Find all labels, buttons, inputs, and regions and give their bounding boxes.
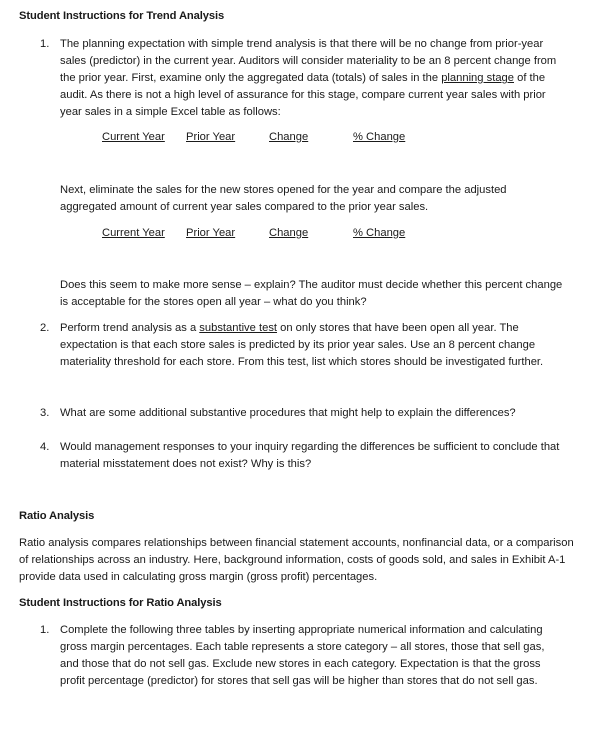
ratio-instructions-heading: Student Instructions for Ratio Analysis (19, 597, 222, 609)
col-prior-year: Prior Year (186, 227, 236, 239)
col-prior-year: Prior Year (186, 131, 236, 143)
col-change: Change (269, 227, 309, 239)
trend-next-paragraph: Next, eliminate the sales for the new stores opened for the year and compare the adjusted aggregated amount of current year sales compared to the prior year sales. (60, 184, 507, 213)
item-number: 2. (40, 322, 50, 334)
ratio-item-1-text: Complete the following three tables by inserting appropriate numerical information and calculating gross margin percentages. Each table represents a store category – all stores, those that sell gas, and those that do not sell gas. Exclude new stores in each category. Expectation is that the gross profit percentage (predictor) for stores that sell gas will be higher than stores that do not sell gas. (60, 624, 545, 687)
col-current-year: Current Year (102, 227, 165, 239)
trend-item-3-text: What are some additional substantive procedures that might help to explain the differences? (60, 407, 516, 419)
item-text: Perform trend analysis as a (60, 322, 200, 334)
trend-table-header-row-1 (102, 129, 522, 146)
item-text: on only stores that have been open all year. The expectation is that each store sales is predicted by its prior year sales. Use an 8 percent change materiality threshold for each store. From this test, list which stores should be investigated further. (60, 322, 544, 368)
trend-item-4-text: Would management responses to your inquiry regarding the differences be sufficient to conclude that material misstatement does not exist? Why is this? (60, 441, 560, 470)
item-number: 4. (40, 441, 50, 453)
col-change: Change (269, 131, 309, 143)
trend-item-2-text (60, 320, 565, 371)
col-percent-change: % Change (353, 131, 406, 143)
col-percent-change: % Change (353, 227, 406, 239)
substantive-test-link[interactable]: substantive test (199, 322, 278, 334)
item-text: The planning expectation with simple trend analysis is that there will be no change from prior-year sales (predictor) in the current year. Auditors will consider materiality to be an 8 percent change from the prior year. First, examine only the aggregated data (totals) of sales in the (60, 38, 557, 84)
planning-stage-link[interactable]: planning stage (441, 72, 514, 84)
col-current-year: Current Year (102, 131, 165, 143)
item-number: 1. (40, 38, 50, 50)
ratio-intro-paragraph: Ratio analysis compares relationships between financial statement accounts, nonfinancial data, or a comparison of relationships across an industry. Here, background information, costs of goods sold, and sales in Exhibit A-1 provide data used in calculating gross margin (gross profit) percentages. (19, 537, 574, 583)
item-number: 1. (40, 624, 50, 636)
ratio-analysis-heading: Ratio Analysis (19, 510, 95, 522)
trend-item-1-text (60, 36, 565, 121)
trend-analysis-heading: Student Instructions for Trend Analysis (19, 10, 225, 22)
trend-table-header-row-2 (102, 225, 522, 242)
item-number: 3. (40, 407, 50, 419)
item-text: of the audit. As there is not a high level of assurance for this stage, compare current year sales with prior year sales in a simple Excel table as follows: (60, 72, 546, 118)
trend-question-paragraph: Does this seem to make more sense – explain? The auditor must decide whether this percent change is acceptable for the stores open all year – what do you think? (60, 279, 563, 308)
